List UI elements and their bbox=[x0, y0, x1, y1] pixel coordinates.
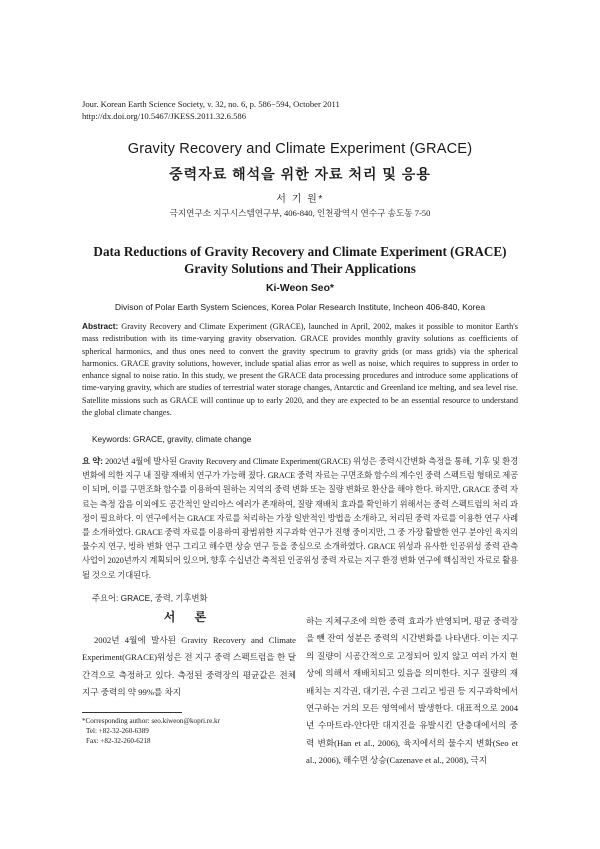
body-column-left: 2002년 4월에 발사된 Gravity Recovery and Climate Experiment(GRACE)위성은 전 지구 중력 스펙트럼을 한 달 간격으로 측정하고 있다. 측정된 중력장의 평균값은 전체 지구 중력의 약 99%를 차지 bbox=[82, 635, 296, 698]
author-korean: 서 기 원* bbox=[276, 194, 324, 205]
abstract bbox=[82, 321, 518, 419]
title-english-full bbox=[0, 243, 600, 277]
title-english-line1: Data Reductions of Gravity Recovery and Climate Experiment (GRACE) bbox=[93, 244, 507, 259]
korean-abstract bbox=[82, 455, 518, 583]
footnote-divider bbox=[82, 712, 182, 713]
body-column-right: 하는 지체구조에 의한 중력 효과가 반영되며, 평균 중력장을 뺀 잔여 성분은 중력의 시간변화를 나타낸다. 이는 지구의 질량이 시공간적으로 고정되어 있지 않고 여러 가지 현상에 의해서 재배치되고 있음을 의미한다. 지구 질량의 재배치는 지각권, 대기권, 수권 그리고 빙권 등 지구과학에서 연구하는 거의 모든 영역에서 발생한다. 대표적으로 2004년 수마트라-안다만 대지진을 유발시킨 단층대에서의 중력 변화(Han et al., 2006), 육지에서의 물수지 변화(Seo et al., 2006), 해수면 상승(Cazenave et al., 2008), 극지 bbox=[306, 616, 518, 766]
footnote-email: *Corresponding author: seo.kiweon@kopri.re.kr bbox=[82, 717, 220, 725]
footnote bbox=[82, 716, 220, 746]
korean-keywords: 주요어: GRACE, 중력, 기후변화 bbox=[92, 593, 208, 603]
author-english: Ki-Weon Seo* bbox=[266, 283, 334, 294]
abstract-text: Gravity Recovery and Climate Experiment (GRACE), launched in April, 2002, makes it possible to monitor Earth's mass redistribution with its time-varying gravity observation. GRACE provides monthly gravity solutions as coefficients of spherical harmonics, and thus ones need to convert the gravity spectrum to gravity grids (or mass grids) via the spherical harmonics. GRACE gravity solutions, however, include spatial alias error as well as noise, which requires to suppress in order to enhance signal to noise ratio. In this study, we present the GRACE data processing procedures and introduce some applications of time-varying gravity, which are studies of terrestrial water storage changes, Antarctic and Greenland ice melting, and sea level rise. Satellite missions such as GRACE will continue up to early 2020, and they are expected to be an essential resource to understand the global climate changes. bbox=[82, 322, 518, 418]
footnote-fax: Fax: +82-32-260-6218 bbox=[86, 737, 151, 745]
keywords: Keywords: GRACE, gravity, climate change bbox=[92, 434, 252, 444]
abstract-label: Abstract: bbox=[82, 322, 119, 331]
title-korean: 중력자료 해석을 위한 자료 처리 및 응용 bbox=[169, 166, 431, 182]
journal-header bbox=[82, 98, 340, 122]
affiliation-english: Divison of Polar Earth System Sciences, Korea Polar Research Institute, Incheon 406-840, Korea bbox=[114, 302, 486, 312]
journal-citation: Jour. Korean Earth Science Society, v. 32, no. 6, p. 586−594, October 2011 bbox=[82, 99, 340, 109]
title-english: Gravity Recovery and Climate Experiment (GRACE) bbox=[127, 141, 473, 157]
korean-abstract-label: 요 약: bbox=[82, 457, 103, 466]
doi-link[interactable]: http://dx.doi.org/10.5467/JKESS.2011.32.6.586 bbox=[82, 111, 247, 121]
korean-abstract-text: 2002년 4월에 발사된 Gravity Recovery and Climate Experiment(GRACE) 위성은 중력시간변화 측정을 통해, 기후 및 환경 변화에 의한 지구 내 질량 재배치 연구가 가능해 졌다. GRACE 중력 자료는 구면조화 함수의 계수인 중력 스펙트럼 형태로 제공이 되며, 이를 구면조화 함수를 이용하여 원하는 지역의 중력 변화 또는 질량 변화로 환산을 해야 한다. 하지만, GRACE 중력 자료는 측정 잡음 이외에도 공간적인 알리아스 에러가 존재하여, 질량 재배치 효과를 확인하기 위해서는 중력 스펙트럼의 처리 과정이 필요하다. 이 연구에서는 GRACE 자료를 처리하는 가장 일반적인 방법을 소개하고, 처리된 중력 자료를 이용한 연구 사례를 소개하였다. GRACE 중력 자료를 이용하여 광범위한 지구과학 연구가 진행 중이지만, 그 중 가장 활발한 연구 분야인 육지의 물수지 연구, 빙하 변화 연구 그리고 해수면 상승 연구 등을 중심으로 소개하였다. GRACE 위성과 유사한 인공위성 중력 관측 사업이 2020년까지 계획되어 있으며, 향후 수십년간 축적된 인공위성 중력 자료는 지구 환경 변화 연구에 핵심적인 자료로 활용될 것으로 기대된다. bbox=[82, 457, 518, 580]
title-english-line2: Gravity Solutions and Their Applications bbox=[184, 261, 416, 276]
section-heading-introduction: 서 론 bbox=[163, 610, 215, 624]
footnote-tel: Tel: +82-32-260-6389 bbox=[86, 727, 149, 735]
affiliation-korean: 극지연구소 지구시스템연구부, 406-840, 인천광역시 연수구 송도동 7-50 bbox=[169, 208, 431, 218]
